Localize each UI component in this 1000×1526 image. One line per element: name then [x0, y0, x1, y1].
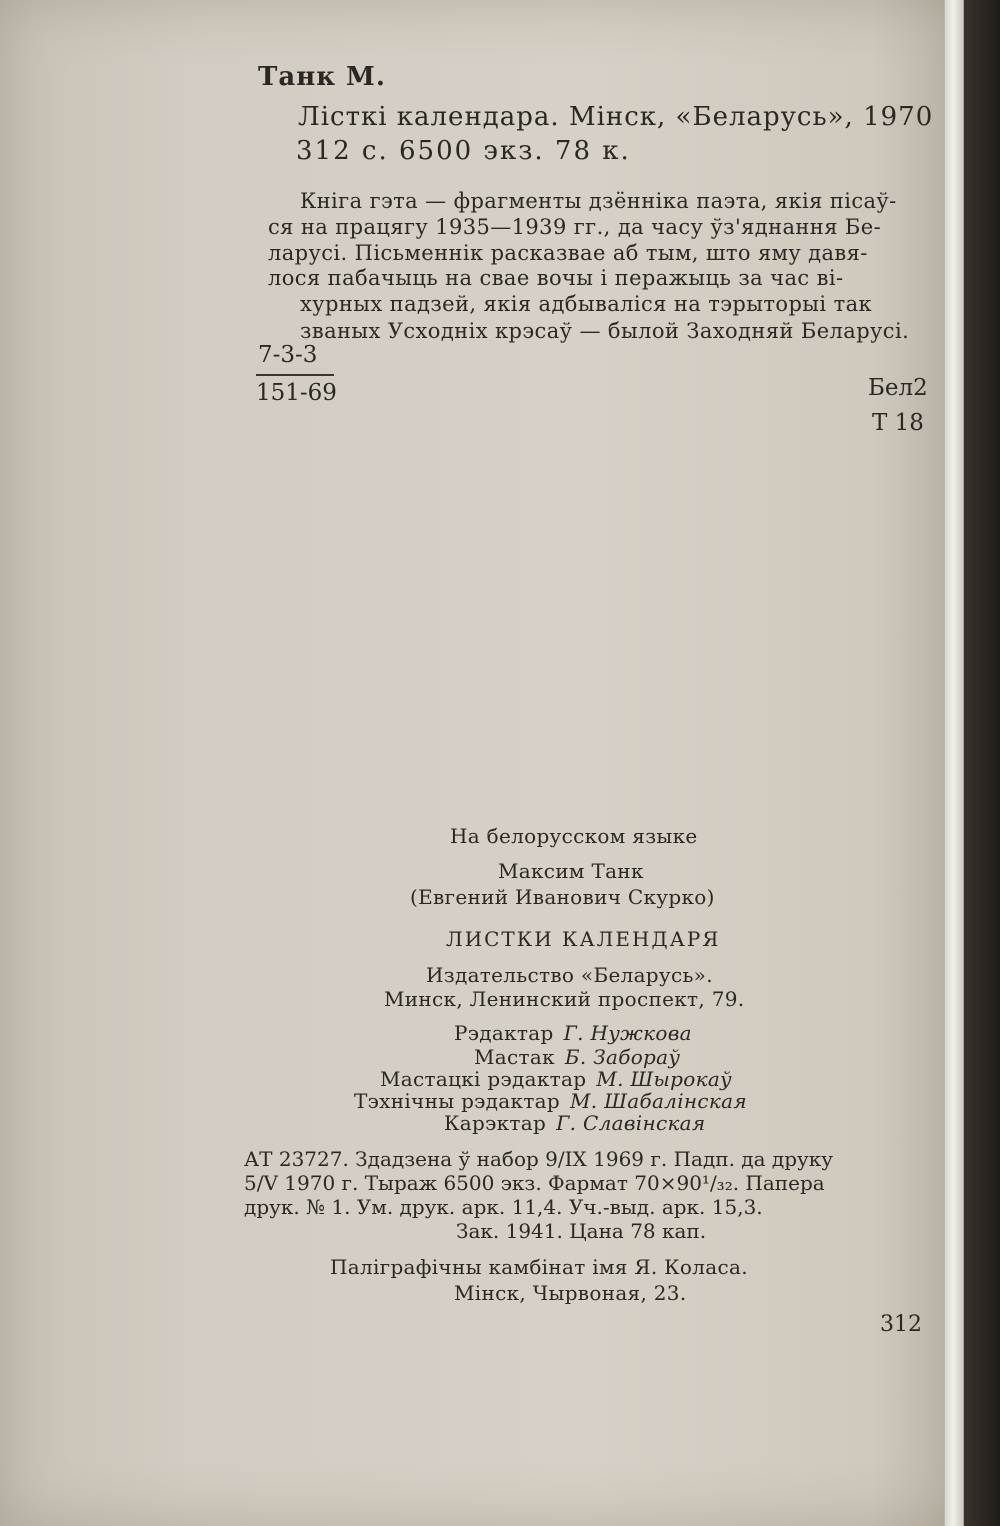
- credit-name: М. Шырокаў: [596, 1067, 732, 1091]
- annotation-line: званых Усходніх крэсаў — былой Заходняй Беларусі.: [300, 319, 910, 343]
- imprint-author: Максим Танк: [498, 859, 644, 883]
- imprint-language: На белорусском языке: [450, 824, 698, 848]
- imprint-real-name: (Евгений Иванович Скурко): [410, 885, 715, 909]
- classification-code: Бел2: [868, 375, 928, 401]
- printer-name: Паліграфічны камбінат імя Я. Коласа.: [330, 1255, 748, 1279]
- bibliographic-title-line: Лісткі календара. Мінск, «Беларусь», 1970: [298, 102, 934, 132]
- classification-denominator: 151-69: [256, 380, 337, 406]
- credit-role: Мастацкі рэдактар: [380, 1067, 587, 1091]
- annotation-line: хурных падзей, якія адбываліся на тэрыторыі так: [300, 292, 873, 316]
- technical-line: друк. № 1. Ум. друк. арк. 11,4. Уч.-выд. арк. 15,3.: [244, 1195, 763, 1219]
- annotation-line: лося пабачыць на свае вочы і перажыць за час ві-: [268, 266, 844, 290]
- author-heading: Танк М.: [258, 62, 386, 92]
- imprint-address: Минск, Ленинский проспект, 79.: [384, 987, 745, 1011]
- imprint-title: ЛИСТКИ КАЛЕНДАРЯ: [446, 927, 721, 951]
- credit-role: Рэдактар: [454, 1021, 554, 1045]
- bookmark-ribbon: [944, 0, 964, 1526]
- author-mark: Т 18: [872, 410, 924, 436]
- credit-name: Б. Забораў: [564, 1045, 681, 1069]
- credit-name: Г. Нужкова: [563, 1021, 692, 1045]
- classification-numerator: 7-3-3: [258, 342, 318, 368]
- credit-role: Тэхнічны рэдактар: [354, 1089, 561, 1113]
- book-binding: [962, 0, 1000, 1526]
- credit-line: [444, 1110, 705, 1136]
- classification-divider: [256, 374, 334, 376]
- annotation-line: Кніга гэта — фрагменты дзённіка паэта, якія пісаў-: [300, 189, 897, 213]
- credit-role: Мастак: [474, 1045, 555, 1069]
- technical-line: Зак. 1941. Цана 78 кап.: [456, 1219, 707, 1243]
- page-number: 312: [880, 1312, 922, 1337]
- imprint-publisher: Издательство «Беларусь».: [426, 963, 713, 987]
- credit-name: М. Шабалінская: [570, 1089, 747, 1113]
- printer-address: Мінск, Чырвоная, 23.: [454, 1281, 687, 1305]
- annotation-line: ся на працягу 1935—1939 гг., да часу ўз'яднання Бе-: [268, 215, 882, 239]
- technical-line: 5/V 1970 г. Тыраж 6500 экз. Фармат 70×90¹/₃₂. Папера: [244, 1171, 825, 1195]
- credit-name: Г. Славінская: [556, 1111, 706, 1135]
- credit-role: Карэктар: [444, 1111, 547, 1135]
- technical-line: АТ 23727. Здадзена ў набор 9/IX 1969 г. Падп. да друку: [244, 1147, 834, 1171]
- bibliographic-extent-line: 312 с. 6500 экз. 78 к.: [296, 136, 631, 166]
- annotation-line: ларусі. Пісьменнік расказвае аб тым, што яму давя-: [268, 241, 868, 265]
- credit-line: [454, 1020, 692, 1046]
